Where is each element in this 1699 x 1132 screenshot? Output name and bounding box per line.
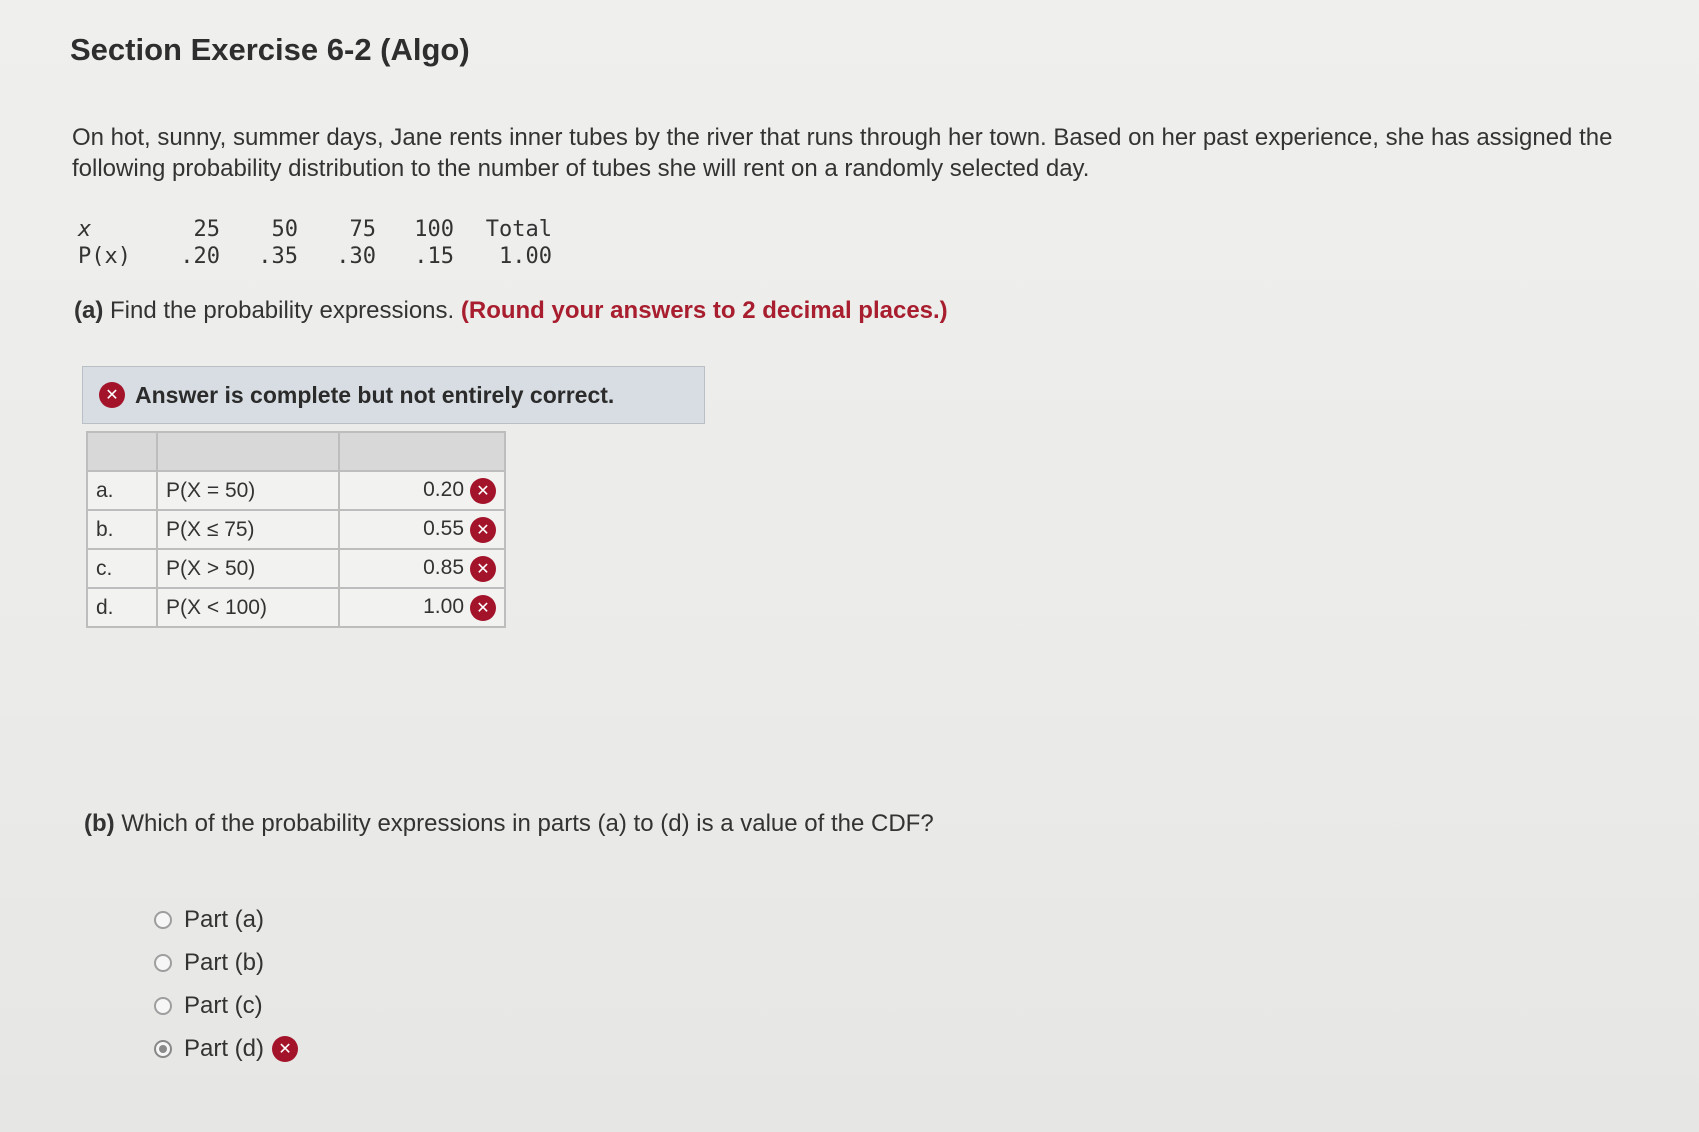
answer-table-header — [87, 432, 505, 471]
part-a-text: Find the probability expressions. — [110, 297, 455, 324]
part-b-label: (b) — [84, 810, 115, 837]
incorrect-icon: ✕ — [470, 478, 496, 504]
radio-button[interactable] — [154, 911, 172, 929]
answer-row — [87, 471, 505, 510]
part-a-instruction: (Round your answers to 2 decimal places.) — [460, 297, 948, 324]
page-title: Section Exercise 6-2 (Algo) — [70, 32, 470, 67]
option-part-a[interactable] — [154, 898, 298, 941]
part-a-question — [74, 297, 948, 325]
option-label[interactable]: Part (b) — [184, 948, 265, 976]
radio-button[interactable] — [154, 997, 172, 1015]
row-letter: c. — [87, 549, 157, 588]
x-value: 50 — [271, 217, 298, 242]
answer-row — [87, 588, 505, 627]
header-cell — [339, 432, 505, 471]
answer-value[interactable]: 0.85 — [423, 556, 464, 580]
px-total: 1.00 — [499, 244, 552, 269]
row-expression: P(X > 50) — [157, 549, 339, 588]
x-header: x — [78, 217, 92, 242]
answer-cell[interactable] — [339, 588, 505, 627]
radio-button[interactable] — [154, 954, 172, 972]
distribution-table — [78, 216, 552, 270]
answer-cell[interactable] — [339, 549, 505, 588]
option-part-d[interactable] — [154, 1027, 298, 1070]
incorrect-icon: ✕ — [470, 595, 496, 621]
x-value: 100 — [414, 217, 454, 242]
answer-row — [87, 549, 505, 588]
px-value: .35 — [258, 244, 298, 269]
x-circle-icon: ✕ — [99, 382, 125, 408]
answer-value[interactable]: 1.00 — [423, 595, 464, 619]
distribution-px-row — [78, 243, 552, 270]
px-value: .30 — [336, 244, 376, 269]
px-header: P(x) — [78, 244, 131, 269]
px-value: .20 — [180, 244, 220, 269]
answer-cell[interactable] — [339, 471, 505, 510]
radio-button-selected[interactable] — [154, 1040, 172, 1058]
row-expression: P(X < 100) — [157, 588, 339, 627]
part-a-label: (a) — [74, 297, 104, 324]
distribution-x-row — [78, 216, 552, 243]
header-cell — [157, 432, 339, 471]
px-value: .15 — [414, 244, 454, 269]
feedback-banner — [82, 366, 705, 424]
row-letter: d. — [87, 588, 157, 627]
problem-intro: On hot, sunny, summer days, Jane rents inner tubes by the river that runs through her town. Based on her past experience, she has assigned the following probability distribution to the number of tubes she will rent on a randomly selected day. — [72, 124, 1613, 182]
option-part-b[interactable] — [154, 941, 298, 984]
header-cell — [87, 432, 157, 471]
incorrect-icon: ✕ — [470, 556, 496, 582]
incorrect-icon: ✕ — [470, 517, 496, 543]
answer-table — [86, 431, 506, 628]
x-total-label: Total — [485, 217, 552, 242]
option-label[interactable]: Part (a) — [184, 905, 265, 933]
cdf-options — [154, 898, 298, 1070]
x-value: 75 — [349, 217, 376, 242]
feedback-message: Answer is complete but not entirely correct. — [135, 381, 615, 408]
answer-row — [87, 510, 505, 549]
row-expression: P(X = 50) — [157, 471, 339, 510]
answer-cell[interactable] — [339, 510, 505, 549]
part-b-question — [84, 810, 934, 838]
row-expression: P(X ≤ 75) — [157, 510, 339, 549]
incorrect-icon: ✕ — [272, 1036, 298, 1062]
row-letter: b. — [87, 510, 157, 549]
answer-value[interactable]: 0.20 — [423, 478, 464, 502]
x-value: 25 — [193, 217, 220, 242]
answer-value[interactable]: 0.55 — [423, 517, 464, 541]
option-label[interactable]: Part (d) — [184, 1034, 265, 1062]
part-b-text: Which of the probability expressions in parts (a) to (d) is a value of the CDF? — [121, 810, 934, 837]
row-letter: a. — [87, 471, 157, 510]
option-label[interactable]: Part (c) — [184, 991, 263, 1019]
option-part-c[interactable] — [154, 984, 298, 1027]
